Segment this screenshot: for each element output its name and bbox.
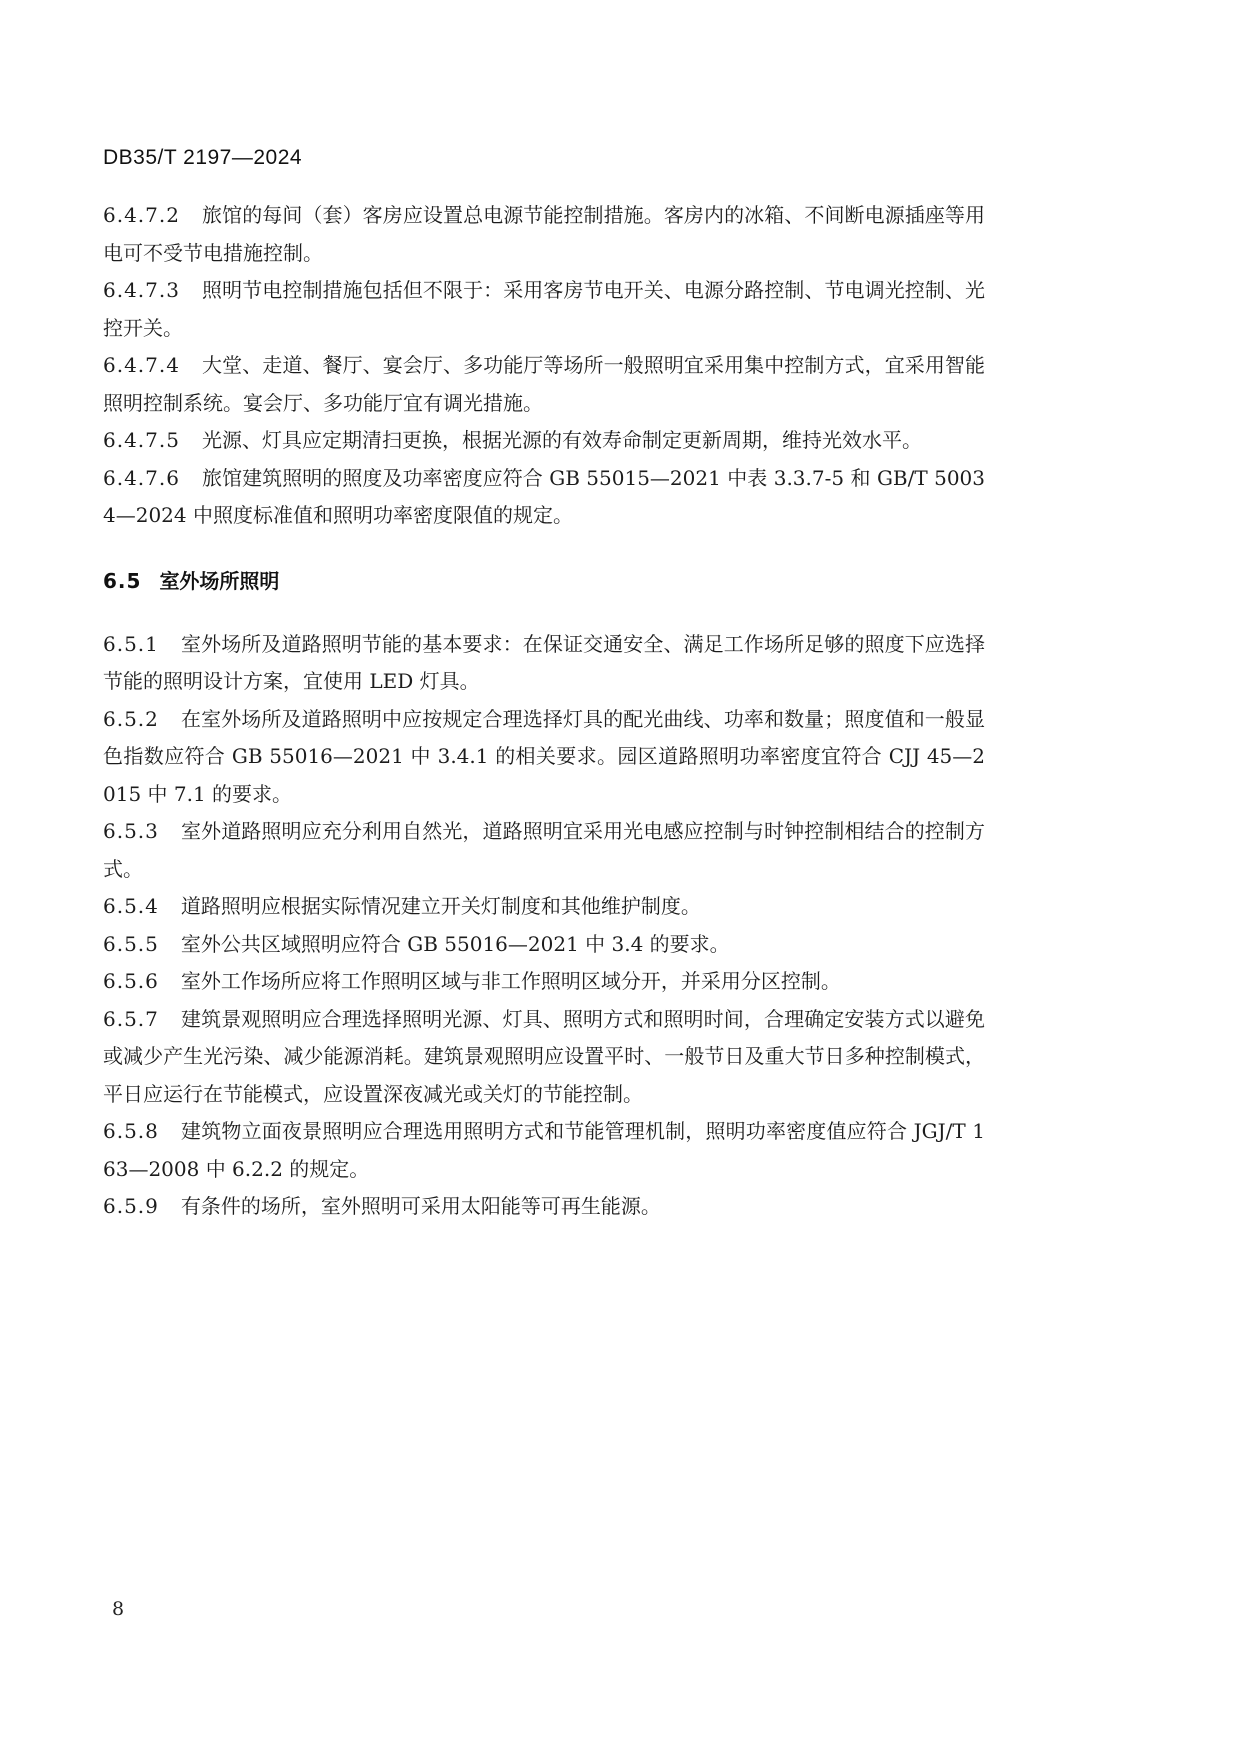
page-content — [103, 146, 985, 1226]
clause-text: 建筑景观照明应合理选择照明光源、灯具、照明方式和照明时间，合理确定安装方式以避免或减少产生光污染、减少能源消耗。建筑景观照明应设置平时、一般节日及重大节日多种控制模式，平日应运行在节能模式，应设置深夜减光或关灯的节能控制。 — [103, 1006, 985, 1106]
clause-number: 6.5.3 — [103, 819, 159, 843]
clause-text: 室外工作场所应将工作照明区域与非工作照明区域分开，并采用分区控制。 — [180, 969, 841, 993]
clause — [103, 626, 985, 701]
page-number: 8 — [112, 1598, 125, 1620]
clause — [103, 272, 985, 347]
clause — [103, 1188, 985, 1226]
clause-text: 旅馆的每间（套）客房应设置总电源节能控制措施。客房内的冰箱、不间断电源插座等用电可不受节电措施控制。 — [103, 203, 985, 265]
clause-text: 室外道路照明应充分利用自然光，道路照明宜采用光电感应控制与时钟控制相结合的控制方式。 — [103, 819, 985, 881]
clause — [103, 888, 985, 926]
clause — [103, 926, 985, 964]
clause — [103, 347, 985, 422]
clause — [103, 197, 985, 272]
clause — [103, 813, 985, 888]
clause-number: 6.4.7.2 — [103, 203, 180, 227]
clause-text: 建筑物立面夜景照明应合理选用照明方式和节能管理机制，照明功率密度值应符合 JGJ/T 163—2008 中 6.2.2 的规定。 — [103, 1119, 985, 1181]
clause-text: 在室外场所及道路照明中应按规定合理选择灯具的配光曲线、功率和数量；照度值和一般显色指数应符合 GB 55016—2021 中 3.4.1 的相关要求。园区道路照明功率密度宜符合 CJJ 45—2015 中 7.1 的要求。 — [103, 706, 985, 806]
clause-text: 室外场所及道路照明节能的基本要求：在保证交通安全、满足工作场所足够的照度下应选择节能的照明设计方案，宜使用 LED 灯具。 — [103, 631, 985, 693]
clause-text: 道路照明应根据实际情况建立开关灯制度和其他维护制度。 — [180, 894, 701, 918]
clause-number: 6.5.6 — [103, 969, 159, 993]
clause — [103, 460, 985, 535]
clause-text: 旅馆建筑照明的照度及功率密度应符合 GB 55015—2021 中表 3.3.7-5 和 GB/T 50034—2024 中照度标准值和照明功率密度限值的规定。 — [103, 465, 985, 527]
clause — [103, 701, 985, 814]
clause-number: 6.5.1 — [103, 631, 159, 656]
clause-text: 有条件的场所，室外照明可采用太阳能等可再生能源。 — [180, 1194, 661, 1218]
clause-text: 光源、灯具应定期清扫更换，根据光源的有效寿命制定更新周期，维持光效水平。 — [201, 428, 922, 452]
clause-text: 室外公共区域照明应符合 GB 55016—2021 中 3.4 的要求。 — [180, 931, 730, 956]
clause-group-65 — [103, 626, 985, 1226]
clause-number: 6.4.7.4 — [103, 353, 180, 377]
section-number: 6.5 — [103, 568, 142, 593]
clause-number: 6.5.4 — [103, 894, 159, 918]
clause-number: 6.4.7.5 — [103, 428, 180, 452]
section-heading — [103, 565, 985, 594]
clause-number: 6.5.7 — [103, 1006, 159, 1031]
clause — [103, 1001, 985, 1114]
clause-number: 6.4.7.3 — [103, 278, 180, 302]
clause-number: 6.5.8 — [103, 1119, 159, 1143]
clause-text: 照明节电控制措施包括但不限于：采用客房节电开关、电源分路控制、节电调光控制、光控开关。 — [103, 278, 985, 340]
clause — [103, 963, 985, 1001]
standard-number: DB35/T 2197—2024 — [103, 146, 303, 169]
clause-number: 6.5.2 — [103, 706, 159, 731]
clause — [103, 1113, 985, 1188]
clause — [103, 422, 985, 460]
clause-group-647 — [103, 197, 985, 535]
clause-number: 6.4.7.6 — [103, 465, 180, 490]
clause-number: 6.5.5 — [103, 931, 159, 956]
clause-text: 大堂、走道、餐厅、宴会厅、多功能厅等场所一般照明宜采用集中控制方式，宜采用智能照明控制系统。宴会厅、多功能厅宜有调光措施。 — [103, 353, 985, 415]
section-title: 室外场所照明 — [159, 568, 280, 593]
doc-header — [103, 146, 985, 170]
clause-number: 6.5.9 — [103, 1194, 159, 1218]
